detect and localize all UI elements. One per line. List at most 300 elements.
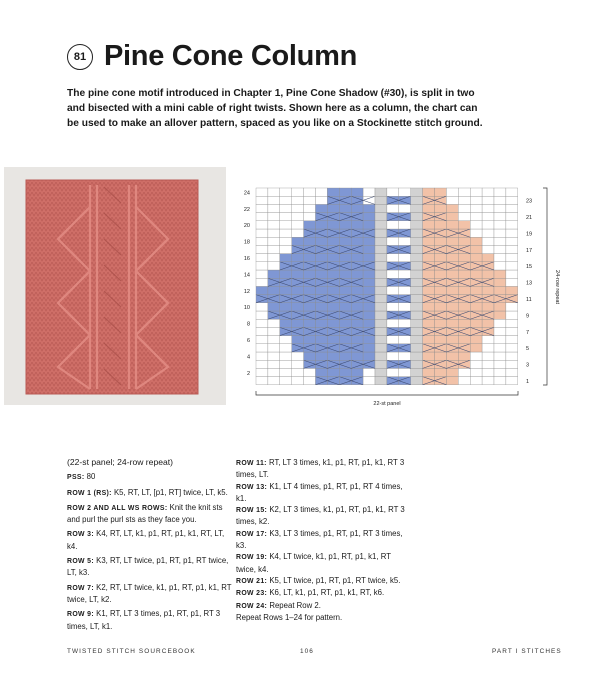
chart-cell [256,303,268,311]
chart-cell [280,319,292,327]
chart-cell [327,303,339,311]
chart-cell [458,213,470,221]
chart-cell [411,327,423,335]
chart-cell [375,213,387,221]
chart-cell [446,303,458,311]
chart-cell [268,295,280,303]
chart-cell [494,360,506,368]
chart-cell [423,311,435,319]
chart-cell [304,377,316,385]
pss-line: PSS: 80 [67,472,96,482]
chart-cell [458,336,470,344]
chart-cell [387,262,399,270]
chart-cell [256,221,268,229]
chart-cell [435,188,447,196]
chart-cell [304,188,316,196]
chart-cell [458,352,470,360]
chart-cell [399,237,411,245]
chart-cell [351,229,363,237]
chart-cell [423,245,435,253]
chart-cell [304,344,316,352]
chart-cell [292,344,304,352]
chart-cell [375,336,387,344]
chart-cell [256,352,268,360]
chart-cell [446,344,458,352]
chart-cell [506,270,518,278]
chart-cell [399,352,411,360]
chart-cell [482,377,494,385]
chart-cell [256,278,268,286]
chart-cell [292,319,304,327]
chart-cell [292,245,304,253]
chart-cell [470,270,482,278]
chart-cell [458,344,470,352]
chart-cell [316,336,328,344]
chart-cell [411,229,423,237]
chart-cell [351,319,363,327]
chart-cell [292,229,304,237]
chart-cell [316,262,328,270]
row-label-18: 18 [243,239,250,246]
chart-cell [387,295,399,303]
chart-cell [423,278,435,286]
chart-cell [494,188,506,196]
chart-cell [280,352,292,360]
row-label-10: 10 [243,305,250,312]
row-label-15: 15 [526,264,533,271]
row-label-3: 3 [526,362,530,369]
chart-cell [494,344,506,352]
chart-cell [327,327,339,335]
chart-cell [387,278,399,286]
swatch-image [4,167,226,405]
chart-cell [482,221,494,229]
chart-cell [458,295,470,303]
chart-cell [268,377,280,385]
chart-cell [327,278,339,286]
chart-cell [423,327,435,335]
chart-cell [351,344,363,352]
repeat-instruction: Repeat Rows 1–24 for pattern. [236,612,343,622]
chart-cell [351,368,363,376]
chart-cell [292,295,304,303]
chart-cell [363,237,375,245]
chart-cell [411,270,423,278]
chart-cell [316,254,328,262]
chart-cell [435,303,447,311]
chart-cell [411,278,423,286]
row-instruction: ROW 13: K1, LT 4 times, p1, RT, p1, RT 4 times, k1. [236,481,403,503]
chart-cell [458,278,470,286]
chart-cell [470,221,482,229]
chart-cell [268,368,280,376]
chart-cell [327,344,339,352]
chart-cell [423,344,435,352]
chart-cell [363,270,375,278]
chart-cell [304,196,316,204]
chart-cell [280,286,292,294]
chart-cell [375,311,387,319]
chart-cell [280,377,292,385]
chart-cell [458,229,470,237]
chart-cell [494,237,506,245]
chart-cell [375,229,387,237]
chart-cell [399,245,411,253]
chart-cell [256,262,268,270]
chart-cell [470,245,482,253]
chart-cell [506,221,518,229]
chart-cell [423,262,435,270]
chart-cell [375,196,387,204]
row-instruction: ROW 21: K5, LT twice, p1, RT, p1, RT twice, k5. [236,575,401,585]
chart-cell [482,196,494,204]
chart-cell [399,262,411,270]
chart-cell [423,254,435,262]
chart-cell [482,336,494,344]
chart-cell [506,360,518,368]
chart-cell [375,360,387,368]
row-label-17: 17 [526,247,533,254]
chart-cell [339,303,351,311]
chart-cell [494,262,506,270]
chart-cell [494,303,506,311]
row-instruction: ROW 7: K2, RT, LT twice, k1, p1, RT, p1, k1, RT twice, LT, k2. [67,582,232,604]
chart-cell [280,196,292,204]
chart-cell [351,377,363,385]
chart-cell [375,286,387,294]
chart-cell [292,188,304,196]
chart-cell [363,196,375,204]
chart-cell [363,262,375,270]
chart-cell [399,188,411,196]
chart-cell [458,303,470,311]
chart-cell [268,204,280,212]
row-label-14: 14 [243,272,250,279]
chart-cell [423,213,435,221]
instructions-col-1 [67,457,235,635]
chart-cell [506,245,518,253]
chart-cell [363,286,375,294]
row-label-7: 7 [526,329,530,336]
chart-cell [292,278,304,286]
chart-cell [339,245,351,253]
swatch-photo [4,167,226,405]
chart-cell [506,188,518,196]
chart-cell [399,196,411,204]
chart-cell [351,270,363,278]
chart-cell [256,327,268,335]
chart-cell [363,254,375,262]
chart-cell [327,237,339,245]
chart-cell [470,368,482,376]
chart-cell [292,311,304,319]
chart-cell [399,270,411,278]
chart-cell [304,295,316,303]
chart-cell [256,237,268,245]
chart-cell [506,213,518,221]
chart-cell [304,311,316,319]
chart-cell [446,368,458,376]
chart-cell [292,204,304,212]
chart-cell [316,377,328,385]
chart-cell [268,237,280,245]
chart-cell [304,327,316,335]
chart-cell [304,245,316,253]
chart-cell [482,188,494,196]
chart-cell [494,278,506,286]
chart-cell [506,196,518,204]
chart-cell [494,327,506,335]
chart-cell [375,344,387,352]
chart-cell [304,336,316,344]
chart-cell [316,368,328,376]
chart-cell [411,262,423,270]
chart-cell [482,278,494,286]
chart-cell [506,204,518,212]
chart-cell [411,286,423,294]
chart-cell [411,360,423,368]
chart-cell [280,360,292,368]
chart-cell [292,221,304,229]
left-row-labels [244,190,250,376]
chart-cell [470,213,482,221]
row-label-13: 13 [526,280,533,287]
chart-cell [423,237,435,245]
row-label-22: 22 [243,206,250,213]
chart-cell [339,377,351,385]
chart-cell [280,237,292,245]
chart-cell [268,196,280,204]
chart-cell [470,336,482,344]
chart-cell [423,377,435,385]
chart-cell [280,229,292,237]
chart-cell [375,262,387,270]
chart-cell [375,278,387,286]
chart-cell [506,303,518,311]
chart-cell [280,213,292,221]
chart-cell [280,295,292,303]
chart-cell [411,352,423,360]
chart-cell [351,336,363,344]
chart-cell [470,303,482,311]
chart-svg [238,183,568,413]
chart-cell [316,204,328,212]
chart-cell [304,229,316,237]
chart-cell [470,295,482,303]
chart-cell [470,360,482,368]
chart-cell [411,254,423,262]
chart-cell [482,311,494,319]
chart-cell [399,254,411,262]
chart-cell [411,377,423,385]
chart-cell [458,327,470,335]
chart-cell [375,368,387,376]
chart-cell [292,213,304,221]
chart-cell [339,204,351,212]
chart-cell [339,336,351,344]
chart-cell [458,254,470,262]
chart-cell [494,221,506,229]
chart-cell [387,327,399,335]
chart-cell [292,352,304,360]
chart-cell [411,221,423,229]
chart-cell [363,327,375,335]
chart-cell [446,245,458,253]
chart-cell [327,319,339,327]
chart-cell [387,368,399,376]
chart-cell [387,377,399,385]
chart-cell [446,311,458,319]
chart-cell [399,303,411,311]
chart-cell [375,188,387,196]
chart-cell [435,319,447,327]
chart-cell [256,295,268,303]
chart-cell [339,327,351,335]
chart-cell [256,213,268,221]
chart-cell [280,303,292,311]
chart-cell [435,286,447,294]
chart-cell [292,377,304,385]
chart-cell [304,262,316,270]
chart-cell [458,204,470,212]
chart-cell [316,352,328,360]
chart-cell [482,245,494,253]
chart-cell [411,237,423,245]
chart-cell [435,327,447,335]
chart-cell [411,245,423,253]
row-label-5: 5 [526,346,530,353]
row-label-9: 9 [526,313,530,320]
chart-cell [268,188,280,196]
row-label-11: 11 [526,297,532,303]
chart-cell [280,245,292,253]
chart-cell [363,336,375,344]
chart-cell [256,196,268,204]
chart-cell [458,319,470,327]
chart-cell [316,319,328,327]
instructions-col-2 [236,457,406,623]
chart-cell [435,377,447,385]
chart-cell [423,286,435,294]
chart-cell [423,303,435,311]
chart-cell [292,303,304,311]
chart-cell [458,237,470,245]
chart-cell [399,319,411,327]
chart-cell [292,360,304,368]
chart-cell [339,270,351,278]
chart-cell [375,303,387,311]
chart-cell [470,278,482,286]
chart-cell [470,196,482,204]
chart-cell [339,188,351,196]
chart-cell [435,213,447,221]
chart-cell [339,213,351,221]
chart-cell [387,336,399,344]
chart-cell [339,286,351,294]
chart-cell [423,352,435,360]
row-label-19: 19 [526,231,533,238]
chart-cell [304,303,316,311]
row-label-24: 24 [243,190,250,197]
chart-cell [482,270,494,278]
chart-cell [363,319,375,327]
chart-cell [411,336,423,344]
chart-cell [268,327,280,335]
chart-cell [351,188,363,196]
chart-cell [292,196,304,204]
chart-cell [327,229,339,237]
chart-cell [304,254,316,262]
chart-cell [494,229,506,237]
chart-cell [494,319,506,327]
chart-cell [327,295,339,303]
chart-cell [304,352,316,360]
chart-cell [506,262,518,270]
chart-cell [351,327,363,335]
chart-cell [399,286,411,294]
chart-cell [423,368,435,376]
row-label-20: 20 [243,223,250,230]
chart-cell [446,221,458,229]
chart-cell [304,204,316,212]
chart-cell [268,213,280,221]
chart-cell [411,368,423,376]
row-instruction: ROW 19: K4, LT twice, k1, p1, RT, p1, k1, RT twice, k4. [236,552,391,574]
chart-cell [494,213,506,221]
row-label-2: 2 [246,370,250,377]
chart-cell [316,278,328,286]
chart-cell [351,237,363,245]
chart-cell [411,303,423,311]
chart-cell [316,213,328,221]
chart-cell [316,295,328,303]
chart-cell [411,319,423,327]
chart-cell [387,221,399,229]
chart-cell [399,311,411,319]
chart-cell [387,188,399,196]
chart-cell [363,278,375,286]
chart-cell [268,229,280,237]
row-instruction: ROW 5: K3, RT, LT twice, p1, RT, p1, RT twice, LT, k3. [67,556,229,578]
chart-cell [316,327,328,335]
row-instruction: ROW 17: K3, LT 3 times, p1, RT, p1, RT 3 times, k3. [236,528,403,551]
chart-cell [304,360,316,368]
chart-cell [494,196,506,204]
chart-cell [411,213,423,221]
chart-cell [446,286,458,294]
chart-cell [256,204,268,212]
chart-cell [327,188,339,196]
chart-cell [339,229,351,237]
chart-cell [339,254,351,262]
chart-cell [387,245,399,253]
chart-cell [494,311,506,319]
chart-cell [506,368,518,376]
chart-cell [375,270,387,278]
chart-cell [387,237,399,245]
chart-cell [435,295,447,303]
row-label-12: 12 [243,288,250,295]
chart-cell [506,286,518,294]
chart-cell [268,254,280,262]
chart-cell [316,188,328,196]
chart-cell [292,262,304,270]
row-instruction: ROW 9: K1, RT, LT 3 times, p1, RT, p1, RT 3 times, LT, k1. [67,609,221,631]
chart-cell [280,188,292,196]
chart-cell [446,262,458,270]
chart-cell [435,254,447,262]
chart-cell [399,295,411,303]
